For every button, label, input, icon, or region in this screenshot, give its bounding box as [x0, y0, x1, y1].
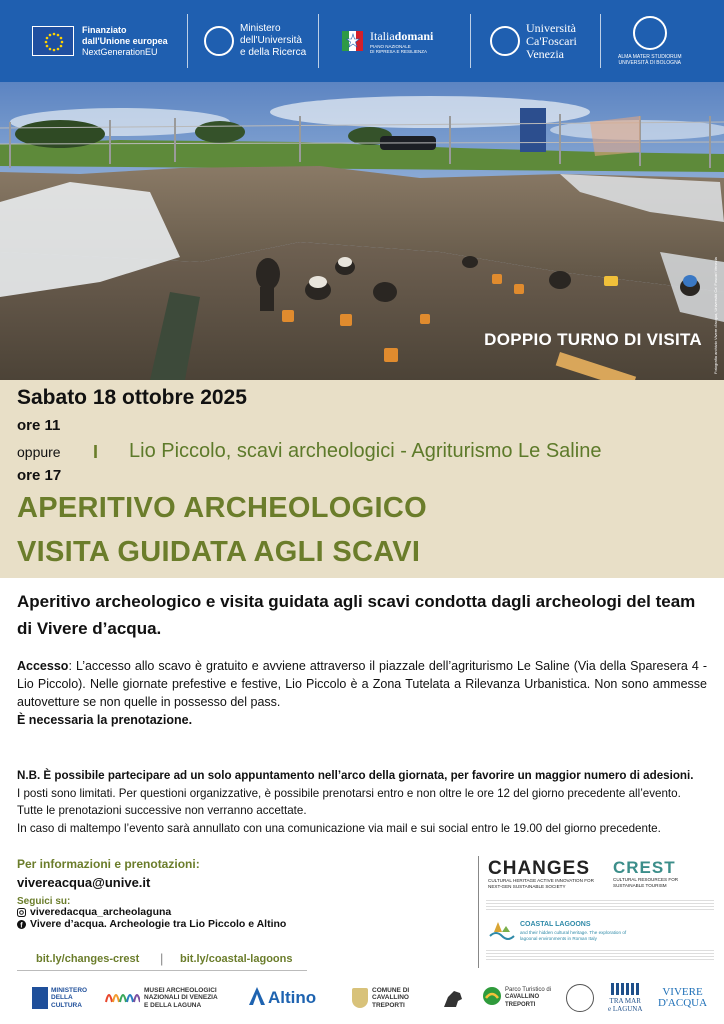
photo-credit-text: Fotografia archivio Vivere d'acqua, Università Ca' Foscari Venezia — [713, 257, 718, 374]
tramar-line1: TRA MAR — [609, 997, 641, 1005]
tramar-bars-icon — [611, 983, 639, 995]
italiadomani-name-a: Italia — [370, 28, 395, 43]
link-separator: | — [160, 951, 164, 966]
header-bar — [0, 0, 724, 82]
eu-line2: dall'Unione europea — [82, 35, 168, 46]
event-time-1: ore 11 — [17, 417, 61, 434]
mur-line2: dell'Università — [240, 35, 302, 46]
parco-turistico-logo — [482, 972, 551, 1024]
event-location: Lio Piccolo, scavi archeologici - Agriturismo Le Saline — [129, 440, 602, 462]
cavallino-crest-icon — [352, 988, 368, 1008]
italiadomani-sub2: DI RIPRESA E RESILIENZA — [370, 48, 428, 54]
contact-email-link[interactable]: vivereacqua@unive.it — [17, 875, 151, 890]
partner-logos — [0, 972, 724, 1024]
coastal-lagoons-link[interactable]: bit.ly/coastal-lagoons — [180, 953, 293, 965]
changes-crest-link[interactable]: bit.ly/changes-crest — [36, 953, 140, 965]
vivere-line2: D'ACQUA — [658, 997, 708, 1009]
unibo-line2: UNIVERSITÀ DI BOLOGNA — [618, 60, 682, 66]
mic-mark-icon — [32, 987, 48, 1009]
mic-logo — [32, 972, 87, 1024]
coastal-lagoons-logo: COASTAL LAGOONS — [520, 921, 591, 928]
facebook-page: Vivere d’acqua. Archeologie tra Lio Piccolo e Altino — [30, 918, 287, 930]
mur-line1: Ministero — [240, 23, 281, 34]
parco-turistico-icon — [482, 986, 502, 1011]
republic-emblem-icon — [204, 26, 234, 56]
museo-seal-icon — [566, 984, 594, 1012]
changes-tagline: CULTURAL HERITAGE ACTIVE INNOVATION FOR NEXT-GEN SUSTAINABLE SOCIETY — [488, 878, 594, 889]
unive-line1: Università — [526, 20, 576, 35]
access-text: : L’accesso allo scavo è gratuito e avviene attraverso il piazzale dell’agriturismo Le Saline (Via della Sparesera 4 - Lio Piccolo). Nelle giornate prefestive e festive, Lio Piccolo è a Zona Tutelata a Rilevanza Urbanistica. Non sono ammesse autovetture se non quelle in possesso del pass. — [17, 659, 707, 709]
altino-logo — [248, 972, 316, 1024]
crest-logo: CREST — [613, 858, 676, 877]
coastal-lagoons-icon — [488, 918, 516, 942]
cavallino-logo — [352, 972, 409, 1024]
sponsor-divider — [478, 856, 479, 968]
svg-text:f: f — [20, 922, 23, 929]
follow-heading: Seguici su: — [17, 896, 71, 907]
pro-line1: Parco Turistico di — [505, 986, 552, 993]
booking-note: È necessaria la prenotazione. — [17, 713, 193, 727]
musei-line1: MUSEI ARCHEOLOGICI — [144, 986, 217, 994]
musei-logo — [104, 972, 218, 1024]
event-time-2: ore 17 — [17, 467, 62, 484]
eu-line1: Finanziato — [82, 24, 127, 35]
unibo-seal-icon — [633, 16, 667, 50]
location-divider: I — [93, 442, 99, 462]
unibo-logo — [618, 0, 682, 82]
nb-bold: N.B. È possibile partecipare ad un solo appuntamento nell’arco della giornata, per favorire un maggior numero di adesioni. — [17, 769, 694, 782]
coastal-lagoons-tagline: and their hidden cultural heritage. The exploration of lagoonal environments in Roman Italy — [520, 930, 627, 941]
event-title-2: VISITA GUIDATA AGLI SCAVI — [17, 536, 421, 568]
tramar-line2: e LAGUNA — [608, 1005, 643, 1013]
coastal-fineprint — [486, 948, 714, 960]
header-separator — [187, 14, 188, 68]
pro-line2: CAVALLINO — [505, 994, 540, 1001]
unibo-line1: ALMA MATER STUDIORUM — [618, 54, 682, 60]
unive-line3: Venezia — [526, 46, 564, 61]
facebook-link[interactable] — [17, 918, 286, 930]
mur-line3: e della Ricerca — [240, 47, 307, 58]
changes-logo: CHANGES — [488, 858, 591, 879]
photo-caption: DOPPIO TURNO DI VISITA — [484, 330, 702, 349]
museo-seal-logo — [566, 972, 594, 1024]
eu-line3: NextGenerationEU — [82, 46, 158, 57]
musei-line2: NAZIONALI DI VENEZIA — [144, 994, 218, 1002]
header-separator — [470, 14, 471, 68]
eu-flag-icon — [32, 26, 74, 56]
eu-logo — [32, 0, 168, 82]
unive-line2: Ca'Foscari — [526, 33, 577, 48]
italiadomani-logo — [340, 0, 433, 82]
header-separator — [600, 14, 601, 68]
links-underline — [17, 970, 307, 971]
unive-logo — [490, 0, 577, 82]
musei-line3: E DELLA LAGUNA — [144, 1001, 202, 1009]
horse-icon — [440, 985, 466, 1011]
italia-star-icon — [340, 28, 366, 54]
mic-line3: CULTURA — [51, 1001, 82, 1009]
unive-seal-icon — [490, 26, 520, 56]
excavation-photo — [0, 82, 724, 380]
crest-tagline: CULTURAL RESOURCES FOR SUSTAINABLE TOURISM — [613, 877, 679, 888]
mur-logo — [204, 0, 306, 82]
equestrian-logo — [440, 972, 466, 1024]
instagram-handle: viveredacqua_archeolaguna — [30, 906, 172, 918]
vivere-line1: VIVERE — [662, 986, 703, 998]
tramar-logo — [608, 972, 642, 1024]
event-date: Sabato 18 ottobre 2025 — [17, 386, 247, 409]
nb-text-2: In caso di maltempo l’evento sarà annullato con una comunicazione via mail e sui social entro le 19.00 del giorno precedente. — [17, 821, 661, 835]
pro-line3: TREPORTI — [505, 1001, 536, 1008]
mic-line2: DELLA — [51, 994, 73, 1002]
event-oppure: oppure — [17, 444, 61, 460]
italiadomani-name-b: domani — [394, 28, 434, 43]
contact-heading: Per informazioni e prenotazioni: — [17, 857, 200, 871]
cavallino-line2: CAVALLINO — [372, 994, 409, 1002]
altino-name: Altino — [268, 988, 317, 1007]
altino-mark-icon — [248, 986, 266, 1011]
nb-paragraph — [17, 767, 707, 837]
vivere-logo — [658, 972, 707, 1024]
italiadomani-sub1: PIANO NAZIONALE — [370, 43, 411, 49]
cavallino-line1: COMUNE DI — [372, 986, 410, 994]
funding-fineprint — [486, 898, 714, 910]
nb-text-1: I posti sono limitati. Per questioni organizzative, è possibile prenotarsi entro e non oltre le ore 12 del giorno precedente all’evento. Tutte le prenotazioni successive non verranno accettate. — [17, 786, 681, 817]
instagram-icon — [17, 908, 26, 917]
mic-line1: MINISTERO — [51, 986, 88, 994]
cavallino-line3: TREPORTI — [372, 1001, 405, 1009]
access-paragraph — [17, 657, 707, 729]
intro-text: Aperitivo archeologico e visita guidata agli scavi condotta dagli archeologi del team di Vivere d’acqua. — [17, 592, 696, 638]
photo-credit — [713, 234, 721, 374]
access-label: Accesso — [17, 659, 69, 673]
header-separator — [318, 14, 319, 68]
facebook-icon — [17, 920, 26, 929]
event-title-1: APERITIVO ARCHEOLOGICO — [17, 492, 427, 524]
event-info-panel — [0, 380, 724, 578]
instagram-link[interactable] — [17, 906, 171, 918]
musei-waves-icon — [104, 986, 140, 1011]
